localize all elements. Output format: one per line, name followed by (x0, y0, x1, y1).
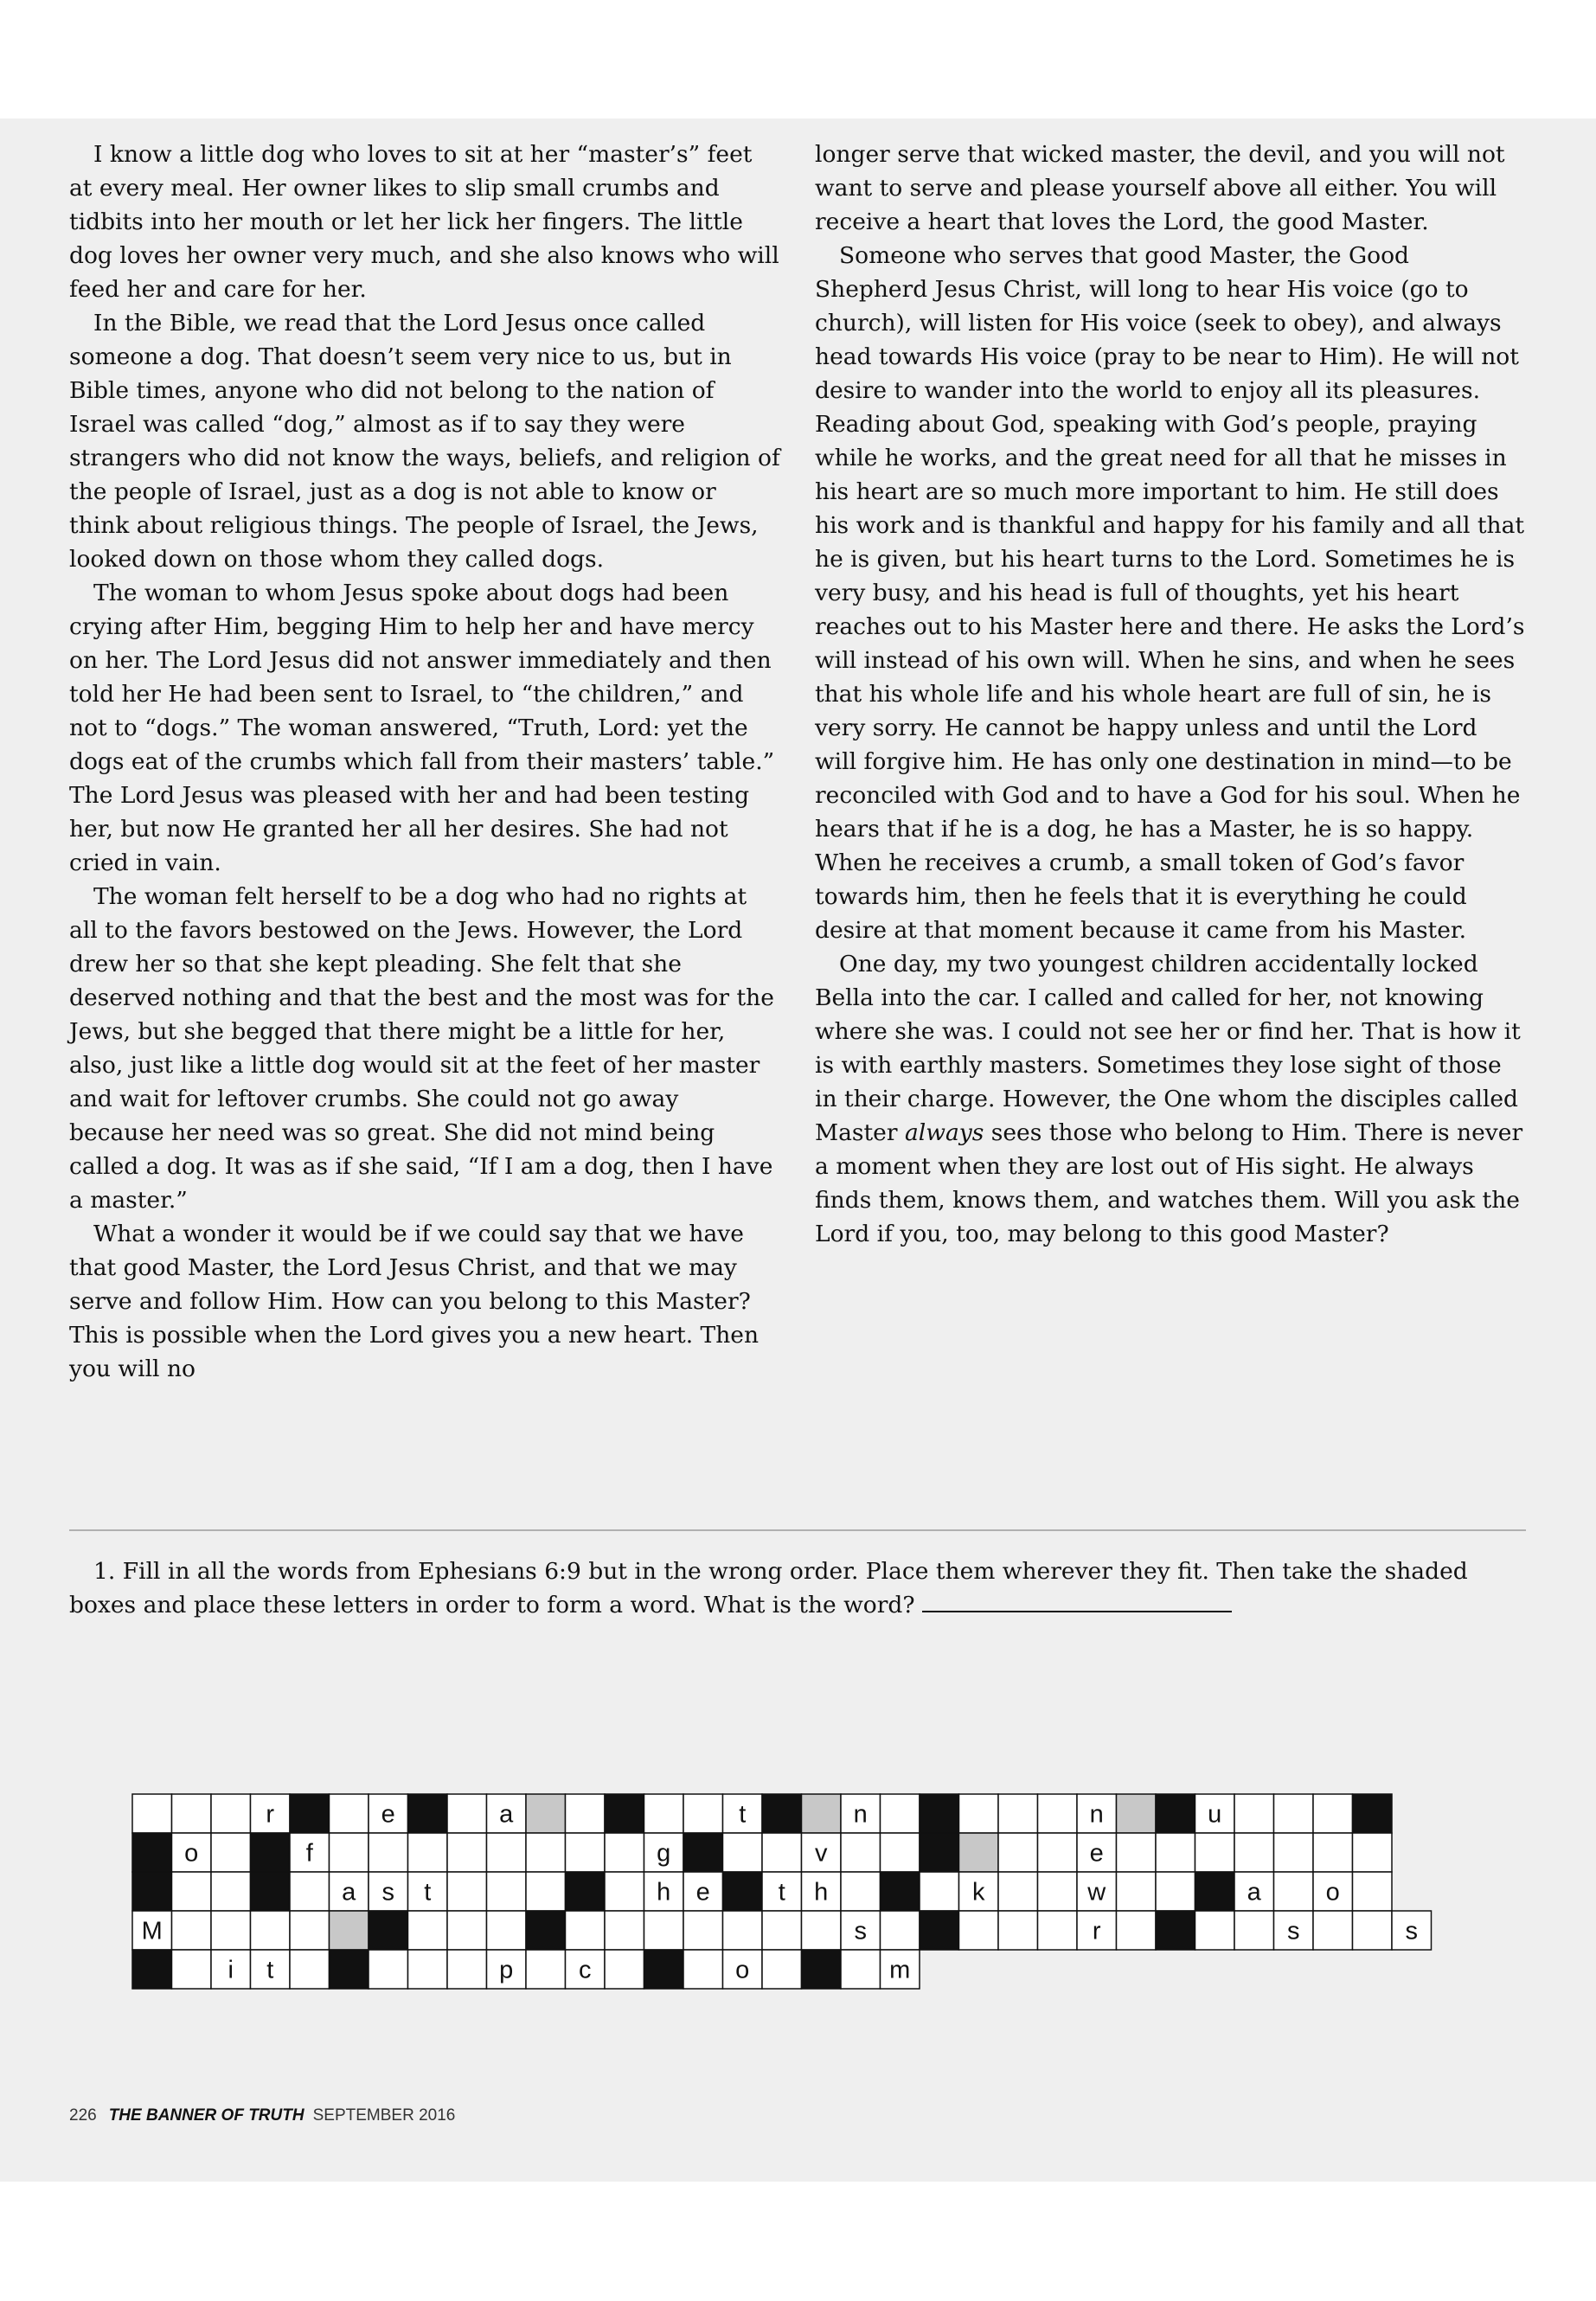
grid-cell[interactable] (211, 1911, 251, 1950)
grid-cell[interactable] (1038, 1911, 1078, 1950)
paragraph: In the Bible, we read that the Lord Jesus once called someone a dog. That doesn’t seem very nice to us, but in Bible times, anyone who did not belong to the nation of Israel was called “dog,” almost as if to say they were strangers who did not know the ways, beliefs, and religion of the people of Israel, just as a dog is not able to know or think about religious things. The people of Israel, the Jews, looked down on those whom they called dogs. (69, 310, 780, 573)
grid-letter: k (972, 1878, 985, 1907)
grid-cell[interactable] (1353, 1872, 1393, 1911)
grid-cell-black (526, 1911, 566, 1950)
grid-cell[interactable] (1195, 1833, 1235, 1872)
grid-cell[interactable] (1274, 1833, 1314, 1872)
grid-cell[interactable] (211, 1794, 251, 1833)
grid-cell[interactable] (841, 1950, 881, 1989)
word-fill-grid (131, 1793, 1464, 1992)
grid-cell-black (1156, 1911, 1195, 1950)
grid-cell[interactable] (723, 1833, 763, 1872)
grid-cell[interactable] (408, 1950, 448, 1989)
grid-cell-black (920, 1911, 959, 1950)
grid-letter: o (1325, 1878, 1340, 1907)
grid-cell[interactable] (998, 1833, 1038, 1872)
grid-letter: n (853, 1800, 868, 1829)
grid-cell-black (802, 1950, 842, 1989)
grid-cell[interactable] (172, 1950, 212, 1989)
grid-cell[interactable] (998, 1911, 1038, 1950)
grid-cell[interactable] (172, 1911, 212, 1950)
grid-cell-shaded[interactable] (526, 1794, 566, 1833)
grid-cell-black (1353, 1794, 1393, 1833)
grid-cell[interactable] (1353, 1911, 1393, 1950)
grid-letter: r (266, 1800, 275, 1829)
grid-cell-black (1195, 1872, 1235, 1911)
grid-cell[interactable] (1117, 1833, 1157, 1872)
grid-letter: s (1405, 1917, 1418, 1945)
grid-cell[interactable] (1234, 1911, 1274, 1950)
paragraph-continuation: longer serve that wicked master, the devil, and you will not want to serve and please yourself above all either. You will receive a heart that loves the Lord, the good Master. (815, 141, 1505, 235)
grid-cell-black (683, 1833, 723, 1872)
grid-cell[interactable] (683, 1950, 723, 1989)
page-footer (69, 2106, 455, 2125)
answer-blank[interactable] (922, 1592, 1232, 1612)
grid-cell[interactable] (1038, 1833, 1078, 1872)
grid-letter: p (499, 1956, 514, 1984)
paragraph: The woman felt herself to be a dog who had no rights at all to the favors bestowed on the Jews. However, the Lord drew her so that she kept pleading. She felt that she deserved nothing and that the best and the most was for the Jews, but she begged that there might be a little for her, also, just like a little dog would sit at the feet of her master and wait for leftover crumbs. She could not go away because her need was so great. She did not mind being called a dog. It was as if she said, “If I am a dog, then I have a master.” (69, 883, 774, 1214)
grid-letter: s (381, 1878, 394, 1907)
grid-cell[interactable] (526, 1833, 566, 1872)
page-number: 226 (69, 2106, 97, 2125)
emphasis-always: always (904, 1119, 984, 1146)
grid-letter: a (499, 1800, 514, 1829)
grid-cell-black (132, 1833, 172, 1872)
grid-letter: s (1287, 1917, 1300, 1945)
paragraph: I know a little dog who loves to sit at her “master’s” feet at every meal. Her owner likes to slip small crumbs and tidbits into her mouth or let her lick her fingers. The little dog loves her owner very much, and she also knows who will feed her and care for her. (69, 141, 779, 303)
grid-cell-black (605, 1794, 644, 1833)
magazine-title: THE BANNER OF TRUTH (108, 2106, 304, 2125)
paragraph: What a wonder it would be if we could say that we have that good Master, the Lord Jesus Christ, and that we may serve and follow Him. How can you belong to this Master? This is possible when the Lord gives you a new heart. Then you will no (69, 1221, 760, 1382)
grid-cell-shaded[interactable] (330, 1911, 369, 1950)
grid-letter: t (778, 1878, 785, 1907)
grid-cell[interactable] (1156, 1872, 1195, 1911)
grid-cell[interactable] (683, 1794, 723, 1833)
grid-letter: a (1247, 1878, 1261, 1907)
grid-cell[interactable] (369, 1833, 408, 1872)
grid-cell-shaded[interactable] (802, 1794, 842, 1833)
grid-cell[interactable] (1117, 1872, 1157, 1911)
grid-cell[interactable] (605, 1911, 644, 1950)
right-column (815, 138, 1526, 1386)
grid-letter: t (424, 1878, 432, 1907)
grid-letter: e (695, 1878, 710, 1907)
grid-cell[interactable] (251, 1911, 291, 1950)
grid-cell[interactable] (644, 1794, 684, 1833)
grid-cell[interactable] (881, 1794, 920, 1833)
grid-cell-black (566, 1872, 606, 1911)
puzzle-instructions (69, 1554, 1526, 1622)
grid-letter: c (579, 1956, 592, 1984)
grid-cell-black (644, 1950, 684, 1989)
grid-cell[interactable] (1313, 1911, 1353, 1950)
paragraph: The woman to whom Jesus spoke about dogs had been crying after Him, begging Him to help her and have mercy on her. The Lord Jesus did not answer immediately and then told her He had been sent to Israel, to “the children,” and not to “dogs.” The woman answered, “Truth, Lord: yet the dogs eat of the crumbs which fall from their masters’ table.” The Lord Jesus was pleased with her and had been testing her, but now He granted her all her desires. She had not cried in vain. (69, 580, 775, 876)
grid-cell[interactable] (211, 1833, 251, 1872)
grid-cell[interactable] (1038, 1872, 1078, 1911)
grid-cell[interactable] (998, 1872, 1038, 1911)
grid-letter: o (184, 1839, 199, 1868)
grid-cell[interactable] (566, 1794, 606, 1833)
grid-cell[interactable] (762, 1911, 802, 1950)
grid-cell[interactable] (1195, 1911, 1235, 1950)
grid-cell[interactable] (644, 1911, 684, 1950)
grid-letter: e (381, 1800, 395, 1829)
grid-cell[interactable] (605, 1950, 644, 1989)
grid-cell-black (290, 1794, 330, 1833)
grid-cell[interactable] (841, 1833, 881, 1872)
grid-letter: i (228, 1956, 234, 1984)
grid-cell-black (723, 1872, 763, 1911)
grid-cell[interactable] (1274, 1794, 1314, 1833)
grid-cell-black (762, 1794, 802, 1833)
grid-cell[interactable] (526, 1950, 566, 1989)
grid-cell[interactable] (1353, 1833, 1393, 1872)
text-run: One day, my two youngest children accidentally locked Bella into the car. I called and called for her, not knowing where she was. I could not see her or find her. That is how it is with earthly masters. Sometimes they lose sight of those in their charge. However, the One whom the disciples called Master (815, 951, 1521, 1146)
grid-cell[interactable] (1313, 1833, 1353, 1872)
grid-letter: g (657, 1839, 671, 1868)
grid-cell-black (132, 1872, 172, 1911)
grid-cell[interactable] (762, 1950, 802, 1989)
text-run: sees those who belong to Him. There is never a moment when they are lost out of His sight. He always finds them, knows them, and watches them. Will you ask the Lord if you, too, may belong to this good Master? (815, 1119, 1523, 1247)
grid-cell-black (881, 1872, 920, 1911)
grid-cell-black (1156, 1794, 1195, 1833)
grid-cell[interactable] (408, 1833, 448, 1872)
grid-svg (131, 1793, 1464, 1992)
grid-letter: u (1208, 1800, 1222, 1829)
grid-cell[interactable] (881, 1833, 920, 1872)
issue-date: SEPTEMBER 2016 (312, 2106, 456, 2125)
grid-cell[interactable] (447, 1872, 487, 1911)
grid-cell[interactable] (1117, 1911, 1157, 1950)
paragraph-last (815, 947, 1526, 1251)
grid-cell[interactable] (290, 1950, 330, 1989)
grid-cell[interactable] (1156, 1833, 1195, 1872)
grid-cell[interactable] (487, 1911, 527, 1950)
article-columns (69, 138, 1526, 1386)
grid-letter: h (657, 1878, 671, 1907)
grid-letter: h (814, 1878, 829, 1907)
grid-cell[interactable] (683, 1911, 723, 1950)
grid-cell-black (251, 1833, 291, 1872)
puzzle-instruction-text: 1. Fill in all the words from Ephesians 6:9 but in the wrong order. Place them wherever they fit. Then take the shaded boxes and place these letters in order to form a word. What is the word? (69, 1558, 1468, 1618)
grid-cell[interactable] (330, 1833, 369, 1872)
grid-cell[interactable] (172, 1872, 212, 1911)
grid-letter: m (889, 1956, 911, 1984)
grid-cell[interactable] (605, 1833, 644, 1872)
grid-cell[interactable] (1234, 1833, 1274, 1872)
grid-cell-black (330, 1950, 369, 1989)
grid-cell[interactable] (920, 1872, 959, 1911)
grid-cell[interactable] (881, 1911, 920, 1950)
grid-cell[interactable] (487, 1872, 527, 1911)
grid-cell[interactable] (487, 1833, 527, 1872)
grid-letter: s (854, 1917, 867, 1945)
grid-cell[interactable] (1038, 1794, 1078, 1833)
grid-cell[interactable] (172, 1794, 212, 1833)
section-divider (69, 1529, 1526, 1531)
grid-cell-black (408, 1794, 448, 1833)
grid-cell[interactable] (566, 1833, 606, 1872)
grid-cell[interactable] (1234, 1794, 1274, 1833)
grid-cell[interactable] (447, 1794, 487, 1833)
grid-cell-black (369, 1911, 408, 1950)
grid-cell[interactable] (998, 1794, 1038, 1833)
grid-cell-black (920, 1794, 959, 1833)
grid-letter: f (305, 1839, 313, 1868)
grid-letter: n (1089, 1800, 1104, 1829)
grid-letter: M (141, 1917, 163, 1945)
grid-letter: r (1092, 1917, 1101, 1945)
grid-cell[interactable] (211, 1872, 251, 1911)
grid-cell[interactable] (447, 1833, 487, 1872)
grid-cell[interactable] (605, 1872, 644, 1911)
grid-cell[interactable] (1274, 1872, 1314, 1911)
grid-letter: w (1087, 1878, 1106, 1907)
grid-cell[interactable] (447, 1911, 487, 1950)
grid-letter: a (342, 1878, 356, 1907)
grid-letter: t (739, 1800, 747, 1829)
grid-cell-black (920, 1833, 959, 1872)
grid-cell[interactable] (566, 1911, 606, 1950)
grid-cell[interactable] (762, 1833, 802, 1872)
grid-cell[interactable] (526, 1872, 566, 1911)
grid-cell-shaded[interactable] (1117, 1794, 1157, 1833)
grid-cell-shaded[interactable] (959, 1833, 999, 1872)
grid-cell[interactable] (290, 1872, 330, 1911)
grid-cell[interactable] (841, 1872, 881, 1911)
grid-cell[interactable] (447, 1950, 487, 1989)
grid-cell[interactable] (723, 1911, 763, 1950)
grid-letter: e (1089, 1839, 1104, 1868)
grid-cell[interactable] (1313, 1794, 1353, 1833)
paragraph: Someone who serves that good Master, the Good Shepherd Jesus Christ, will long to hear His voice (go to church), will listen for His voice (seek to obey), and always head towards His voice (pray to be near to Him). He will not desire to wander into the world to enjoy all its pleasures. Reading about God, speaking with God’s people, praying while he works, and the great need for all that he misses in his heart are so much more important to him. He still does his work and is thankful and happy for his family and all that he is given, but his heart turns to the Lord. Sometimes he is very busy, and his head is full of thoughts, yet his heart reaches out to his Master here and there. He asks the Lord’s will instead of his own will. When he sins, and when he sees that his whole life and his whole heart are full of sin, he is very sorry. He cannot be happy unless and until the Lord will forgive him. He has only one destination in mind—to be reconciled with God and to have a God for his soul. When he hears that if he is a dog, he has a Master, he is so happy. When he receives a crumb, a small token of God’s favor towards him, then he feels that it is everything he could desire at that moment because it came from his Master. (815, 242, 1525, 944)
grid-cell-black (251, 1872, 291, 1911)
grid-letter: o (735, 1956, 750, 1984)
grid-cell[interactable] (290, 1911, 330, 1950)
grid-cell-black (132, 1950, 172, 1989)
grid-letter: v (815, 1839, 828, 1868)
grid-cell[interactable] (132, 1794, 172, 1833)
grid-cell[interactable] (959, 1794, 999, 1833)
left-column (69, 138, 780, 1386)
grid-letter: t (266, 1956, 274, 1984)
grid-cell[interactable] (408, 1911, 448, 1950)
grid-cell[interactable] (369, 1950, 408, 1989)
grid-cell[interactable] (802, 1911, 842, 1950)
grid-cell[interactable] (959, 1911, 999, 1950)
grid-cell[interactable] (330, 1794, 369, 1833)
